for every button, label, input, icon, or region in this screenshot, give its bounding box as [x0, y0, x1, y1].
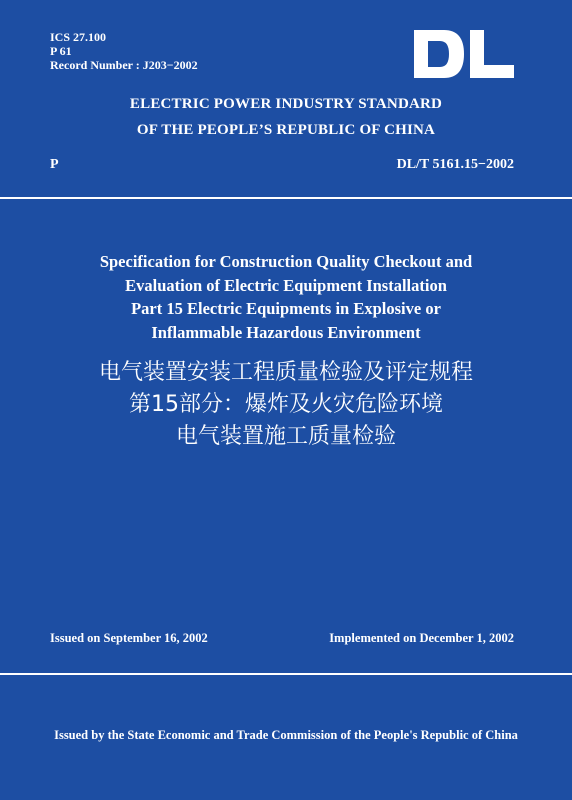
bottom-divider [0, 673, 572, 675]
dl-logo-l [470, 30, 514, 78]
chinese-title [0, 357, 572, 453]
category-letter: P [50, 157, 59, 172]
standard-line-2: OF THE PEOPLE’S REPUBLIC OF CHINA [136, 122, 436, 138]
english-title-line-2: Evaluation of Electric Equipment Installation [125, 275, 447, 295]
english-title-line-4: Inflammable Hazardous Environment [151, 322, 421, 342]
issuing-authority: Issued by the State Economic and Trade Commission of the People's Republic of China [54, 728, 518, 742]
issued-date: Issued on September 16, 2002 [50, 631, 208, 645]
english-title-line-1: Specification for Construction Quality Checkout and [99, 252, 473, 271]
chinese-title-line-1: 电气装置安装工程质量检验及评定规程 [98, 360, 473, 385]
english-title [0, 250, 572, 344]
english-title-line-3: Part 15 Electric Equipments in Explosive or [131, 299, 441, 318]
ics-code: ICS 27.100 [50, 30, 107, 44]
dl-logo [414, 30, 514, 78]
class-code: P 61 [50, 44, 72, 58]
record-number: Record Number : J203−2002 [50, 58, 198, 72]
standard-line-1: ELECTRIC POWER INDUSTRY STANDARD [129, 96, 443, 112]
top-divider [0, 197, 572, 199]
meta-block [50, 30, 198, 72]
dl-logo-d [414, 30, 464, 78]
chinese-title-line-2: 第15部分：爆炸及火灾危险环境 [129, 392, 443, 417]
chinese-title-line-3: 电气装置施工质量检验 [175, 424, 396, 449]
standard-code: DL/T 5161.15−2002 [396, 157, 514, 172]
implemented-date: Implemented on December 1, 2002 [329, 631, 514, 645]
